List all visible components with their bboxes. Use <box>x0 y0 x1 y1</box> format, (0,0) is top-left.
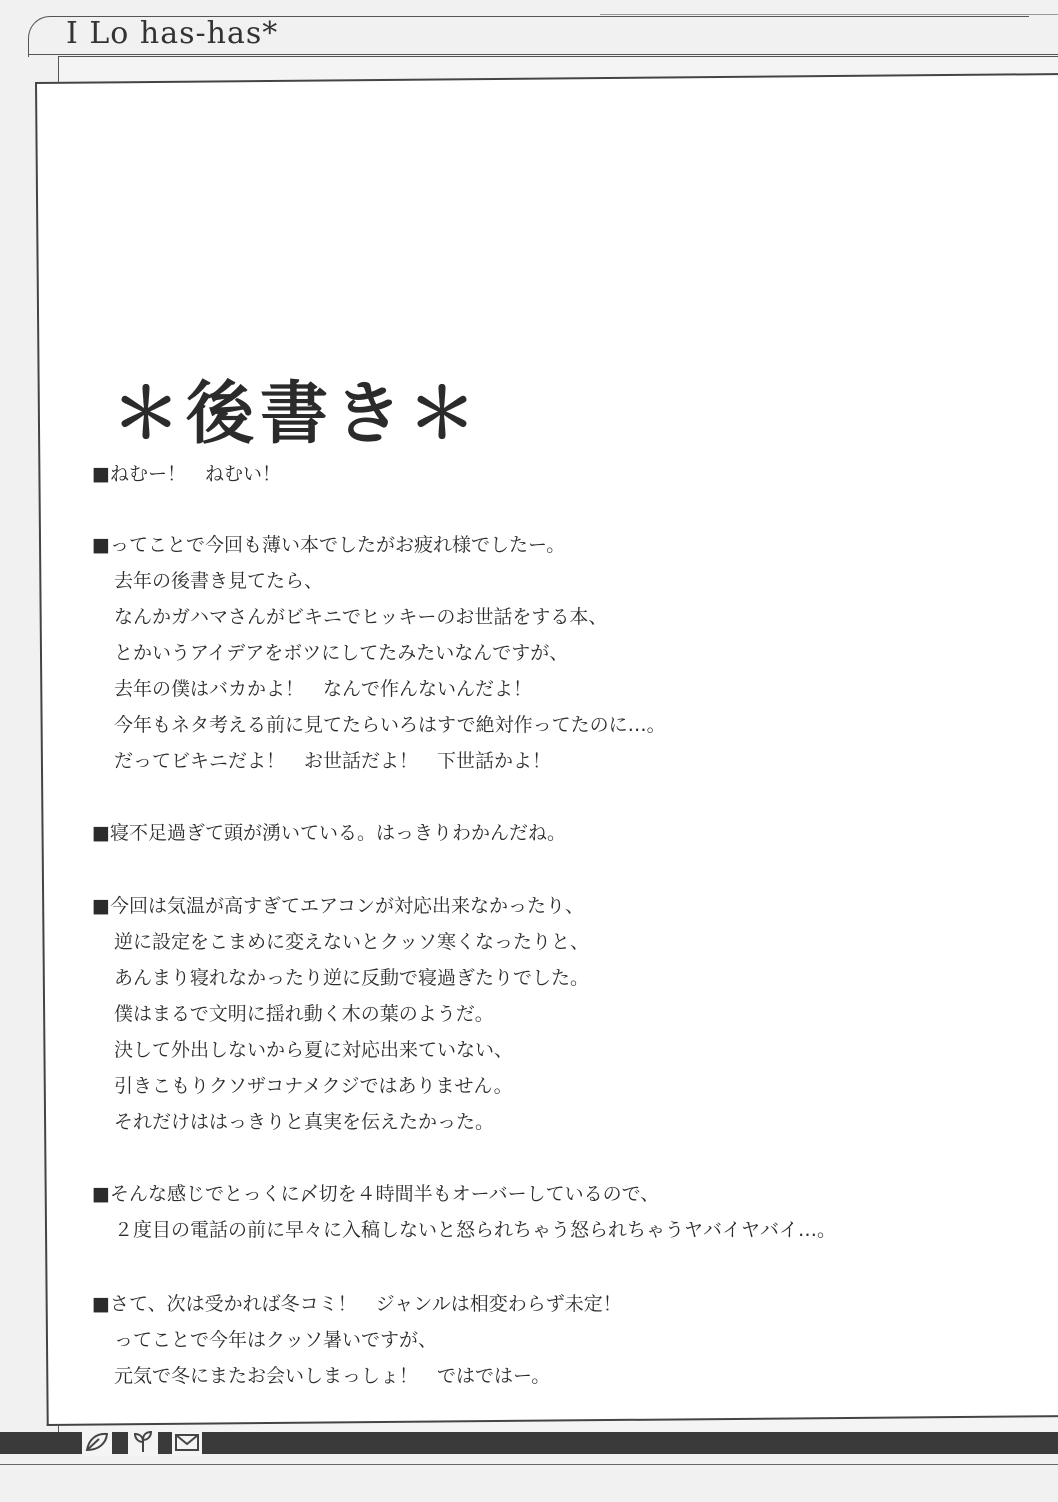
leaf-icon <box>82 1430 112 1456</box>
paragraph-3 <box>92 815 566 851</box>
text-line: 僕はまるで文明に揺れ動く木の葉のようだ。 <box>114 1003 494 1025</box>
text-line: ■ってことで今回も薄い本でしたがお疲れ様でしたー。 <box>92 534 566 556</box>
text-line: 逆に設定をこまめに変えないとクッソ寒くなったりと、 <box>114 931 590 953</box>
text-line: とかいうアイデアをボツにしてたみたいなんですが、 <box>114 642 569 664</box>
paragraph-6 <box>92 1286 622 1394</box>
text-line: ■そんな感じでとっくに〆切を４時間半もオーバーしているので、 <box>92 1183 660 1205</box>
paragraph-5 <box>92 1176 836 1248</box>
page-title: I Lo has-has* <box>66 16 279 51</box>
afterword-heading: ＊後書き＊ <box>112 375 483 454</box>
text-line: ■ねむー！ ねむい！ <box>92 463 281 485</box>
paragraph-4 <box>92 888 589 1140</box>
text-line: ってことで今年はクッソ暑いですが、 <box>114 1329 438 1351</box>
text-line: 決して外出しないから夏に対応出来ていない、 <box>114 1039 514 1061</box>
text-line: あんまり寝れなかったり逆に反動で寝過ぎたりでした。 <box>114 967 590 989</box>
text-line: それだけははっきりと真実を伝えたかった。 <box>114 1111 495 1133</box>
text-line: ■寝不足過ぎて頭が湧いている。はっきりわかんだね。 <box>92 822 566 844</box>
text-line: 去年の僕はバカかよ！ なんで作んないんだよ！ <box>114 678 533 700</box>
paragraph-1 <box>92 456 281 492</box>
sprout-icon <box>128 1430 158 1456</box>
text-line: ■今回は気温が高すぎてエアコンが対応出来なかったり、 <box>92 895 585 917</box>
text-line: だってビキニだよ！ お世話だよ！ 下世話かよ！ <box>114 750 552 772</box>
footer-bar <box>0 1432 1058 1454</box>
mail-icon <box>172 1430 202 1456</box>
paragraph-2 <box>92 527 666 779</box>
text-line: 去年の後書き見てたら、 <box>114 570 324 592</box>
text-line: 引きこもりクソザコナメクジではありません。 <box>114 1075 513 1097</box>
text-line: ■さて、次は受かれば冬コミ！ ジャンルは相変わらず未定！ <box>92 1293 622 1315</box>
header-underline <box>28 54 1058 55</box>
text-line: 今年もネタ考える前に見てたらいろはすで絶対作ってたのに…。 <box>114 714 666 736</box>
text-line: なんかガハマさんがビキニでヒッキーのお世話をする本、 <box>114 606 608 628</box>
text-line: ２度目の電話の前に早々に入稿しないと怒られちゃう怒られちゃうヤバイヤバイ…。 <box>114 1219 837 1241</box>
text-line: 元気で冬にまたお会いしまっしょ！ ではではー。 <box>114 1365 551 1387</box>
footer-rule <box>0 1464 1058 1465</box>
header-rule <box>600 14 1058 15</box>
